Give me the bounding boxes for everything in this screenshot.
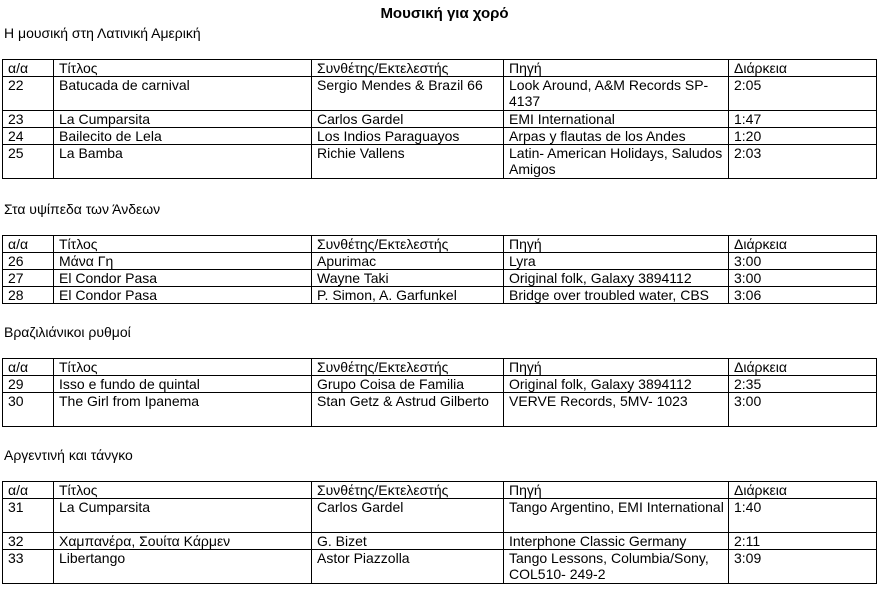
track-source: Arpas y flautas de los Andes	[504, 128, 729, 145]
track-title: Batucada de carnival	[54, 77, 312, 111]
column-header-title: Τίτλος	[54, 236, 312, 253]
track-duration: 3:00	[729, 393, 877, 427]
track-duration: 3:00	[729, 270, 877, 287]
column-header-title: Τίτλος	[54, 60, 312, 77]
document-title: Μουσική για χορό	[380, 5, 509, 22]
track-artist: G. Bizet	[312, 533, 504, 550]
track-title: Bailecito de Lela	[54, 128, 312, 145]
track-source: Interphone Classic Germany	[504, 533, 729, 550]
table-row	[3, 128, 877, 145]
track-number: 32	[3, 533, 54, 550]
track-duration: 3:00	[729, 253, 877, 270]
track-number: 27	[3, 270, 54, 287]
track-source: Tango Lessons, Columbia/Sony, COL510- 249-2	[504, 550, 729, 584]
column-header-artist: Συνθέτης/Εκτελεστής	[312, 482, 504, 499]
track-artist: Grupo Coisa de Familia	[312, 376, 504, 393]
tracks-table-andes	[2, 235, 877, 304]
track-artist: Sergio Mendes & Brazil 66	[312, 77, 504, 111]
table-row	[3, 111, 877, 128]
track-duration: 2:35	[729, 376, 877, 393]
track-number: 26	[3, 253, 54, 270]
track-duration: 1:20	[729, 128, 877, 145]
track-duration: 1:47	[729, 111, 877, 128]
column-header-title: Τίτλος	[54, 482, 312, 499]
track-source: Bridge over troubled water, CBS	[504, 287, 729, 304]
column-header-duration: Διάρκεια	[729, 236, 877, 253]
track-number: 28	[3, 287, 54, 304]
track-number: 33	[3, 550, 54, 584]
column-header-duration: Διάρκεια	[729, 60, 877, 77]
column-header-duration: Διάρκεια	[729, 482, 877, 499]
section-heading-brazil: Βραζιλιάνικοι ρυθμοί	[4, 324, 131, 340]
track-source: VERVE Records, 5MV- 1023	[504, 393, 729, 427]
track-artist: Astor Piazzolla	[312, 550, 504, 584]
table-row	[3, 253, 877, 270]
column-header-number: α/α	[3, 359, 54, 376]
section-heading-latin-america: Η μουσική στη Λατινική Αμερική	[4, 25, 201, 41]
track-number: 25	[3, 145, 54, 179]
track-artist: Stan Getz & Astrud Gilberto	[312, 393, 504, 427]
track-duration: 2:03	[729, 145, 877, 179]
track-source: EMI International	[504, 111, 729, 128]
column-header-title: Τίτλος	[54, 359, 312, 376]
tracks-table-latin-america	[2, 59, 877, 179]
column-header-duration: Διάρκεια	[729, 359, 877, 376]
column-header-number: α/α	[3, 236, 54, 253]
table-row	[3, 533, 877, 550]
column-header-artist: Συνθέτης/Εκτελεστής	[312, 236, 504, 253]
track-artist: Richie Vallens	[312, 145, 504, 179]
track-source: Lyra	[504, 253, 729, 270]
track-title: Isso e fundo de quintal	[54, 376, 312, 393]
table-header-row	[3, 359, 877, 376]
track-artist: Carlos Gardel	[312, 499, 504, 533]
track-artist: Los Indios Paraguayos	[312, 128, 504, 145]
section-heading-argentina-tango: Αργεντινή και τάνγκο	[4, 447, 133, 463]
column-header-source: Πηγή	[504, 482, 729, 499]
track-duration: 3:06	[729, 287, 877, 304]
track-title: La Cumparsita	[54, 111, 312, 128]
track-number: 29	[3, 376, 54, 393]
track-number: 22	[3, 77, 54, 111]
column-header-artist: Συνθέτης/Εκτελεστής	[312, 60, 504, 77]
table-row	[3, 145, 877, 179]
track-artist: Apurimac	[312, 253, 504, 270]
track-number: 30	[3, 393, 54, 427]
track-title: El Condor Pasa	[54, 287, 312, 304]
table-header-row	[3, 482, 877, 499]
table-header-row	[3, 236, 877, 253]
track-source: Latin- American Holidays, Saludos Amigos	[504, 145, 729, 179]
table-header-row	[3, 60, 877, 77]
track-title: La Bamba	[54, 145, 312, 179]
column-header-source: Πηγή	[504, 236, 729, 253]
column-header-number: α/α	[3, 60, 54, 77]
table-row	[3, 499, 877, 533]
track-source: Tango Argentino, EMI International	[504, 499, 729, 533]
table-row	[3, 393, 877, 427]
track-title: Libertango	[54, 550, 312, 584]
track-duration: 3:09	[729, 550, 877, 584]
table-row	[3, 376, 877, 393]
column-header-source: Πηγή	[504, 60, 729, 77]
track-duration: 1:40	[729, 499, 877, 533]
track-number: 31	[3, 499, 54, 533]
column-header-number: α/α	[3, 482, 54, 499]
table-row	[3, 287, 877, 304]
table-row	[3, 270, 877, 287]
column-header-source: Πηγή	[504, 359, 729, 376]
track-title: Μάνα Γη	[54, 253, 312, 270]
table-row	[3, 550, 877, 584]
track-source: Original folk, Galaxy 3894112	[504, 270, 729, 287]
tracks-table-brazil	[2, 358, 877, 427]
track-source: Original folk, Galaxy 3894112	[504, 376, 729, 393]
track-title: La Cumparsita	[54, 499, 312, 533]
track-title: Χαμπανέρα, Σουίτα Κάρμεν	[54, 533, 312, 550]
track-title: The Girl from Ipanema	[54, 393, 312, 427]
track-artist: Carlos Gardel	[312, 111, 504, 128]
column-header-artist: Συνθέτης/Εκτελεστής	[312, 359, 504, 376]
track-artist: Wayne Taki	[312, 270, 504, 287]
tracks-table-argentina-tango	[2, 481, 877, 584]
track-number: 24	[3, 128, 54, 145]
track-title: El Condor Pasa	[54, 270, 312, 287]
track-duration: 2:05	[729, 77, 877, 111]
table-row	[3, 77, 877, 111]
track-duration: 2:11	[729, 533, 877, 550]
track-number: 23	[3, 111, 54, 128]
section-heading-andes: Στα υψίπεδα των Άνδεων	[4, 201, 161, 217]
track-source: Look Around, A&M Records SP-4137	[504, 77, 729, 111]
track-artist: P. Simon, A. Garfunkel	[312, 287, 504, 304]
